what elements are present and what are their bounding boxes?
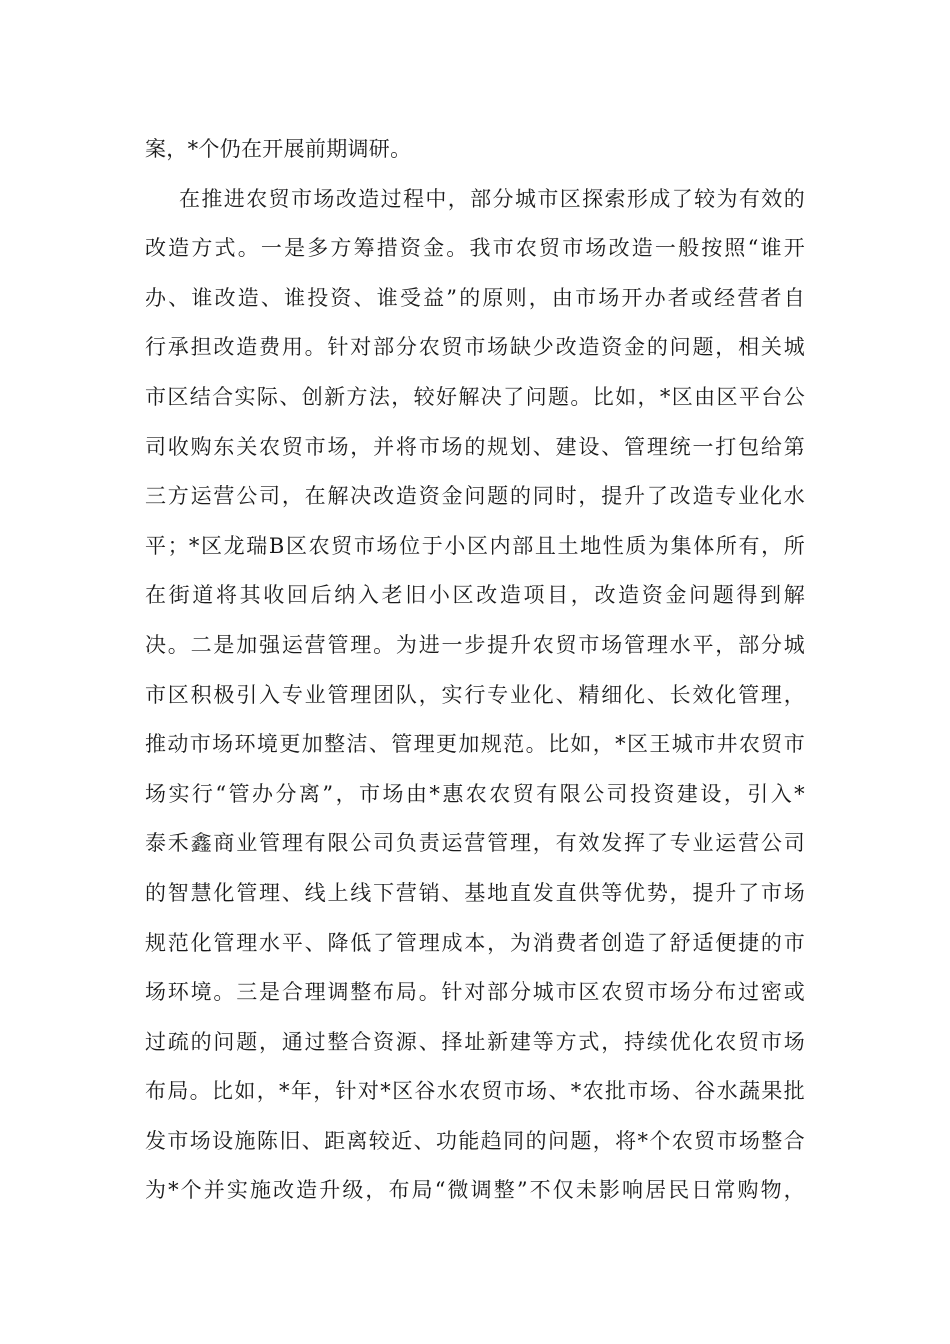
text-line-6: 市区结合实际、创新方法，较好解决了问题。比如，*区由区平台公 (145, 384, 805, 409)
text-line-1: 案，*个仍在开展前期调研。 (145, 137, 412, 161)
text-line-9: 平；*区龙瑞B区农贸市场位于小区内部且土地性质为集体所有，所 (145, 533, 805, 558)
text-line-16: 的智慧化管理、线上线下营销、基地直发直供等优势，提升了市场 (145, 880, 805, 905)
text-line-3: 改造方式。一是多方筹措资金。我市农贸市场改造一般按照“谁开 (145, 236, 805, 261)
text-line-10: 在街道将其收回后纳入老旧小区改造项目，改造资金问题得到解 (145, 583, 805, 608)
text-line-21: 发市场设施陈旧、距离较近、功能趋同的问题，将*个农贸市场整合 (145, 1128, 805, 1153)
text-line-15: 泰禾鑫商业管理有限公司负责运营管理，有效发挥了专业运营公司 (145, 831, 805, 856)
text-line-4: 办、谁改造、谁投资、谁受益”的原则，由市场开办者或经营者自 (145, 285, 805, 310)
text-line-12: 市区积极引入专业管理团队，实行专业化、精细化、长效化管理， (145, 682, 805, 707)
text-line-17: 规范化管理水平、降低了管理成本，为消费者创造了舒适便捷的市 (145, 930, 805, 955)
text-line-19: 过疏的问题，通过整合资源、择址新建等方式，持续优化农贸市场 (145, 1029, 805, 1054)
text-line-8: 三方运营公司，在解决改造资金问题的同时，提升了改造专业化水 (145, 484, 805, 509)
text-line-7: 司收购东关农贸市场，并将市场的规划、建设、管理统一打包给第 (145, 434, 805, 459)
text-line-2: 在推进农贸市场改造过程中，部分城市区探索形成了较为有效的 (179, 186, 805, 211)
body-text (145, 125, 805, 1216)
text-line-13: 推动市场环境更加整洁、管理更加规范。比如，*区王城市井农贸市 (145, 732, 805, 757)
text-line-5: 行承担改造费用。针对部分农贸市场缺少改造资金的问题，相关城 (145, 335, 805, 360)
text-line-20: 布局。比如，*年，针对*区谷水农贸市场、*农批市场、谷水蔬果批 (145, 1079, 805, 1104)
text-line-22: 为*个并实施改造升级，布局“微调整”不仅未影响居民日常购物， (145, 1178, 805, 1203)
text-line-14: 场实行“管办分离”，市场由*惠农农贸有限公司投资建设，引入* (145, 781, 805, 806)
text-line-11: 决。二是加强运营管理。为进一步提升农贸市场管理水平，部分城 (145, 632, 805, 657)
text-line-18: 场环境。三是合理调整布局。针对部分城市区农贸市场分布过密或 (145, 980, 805, 1005)
